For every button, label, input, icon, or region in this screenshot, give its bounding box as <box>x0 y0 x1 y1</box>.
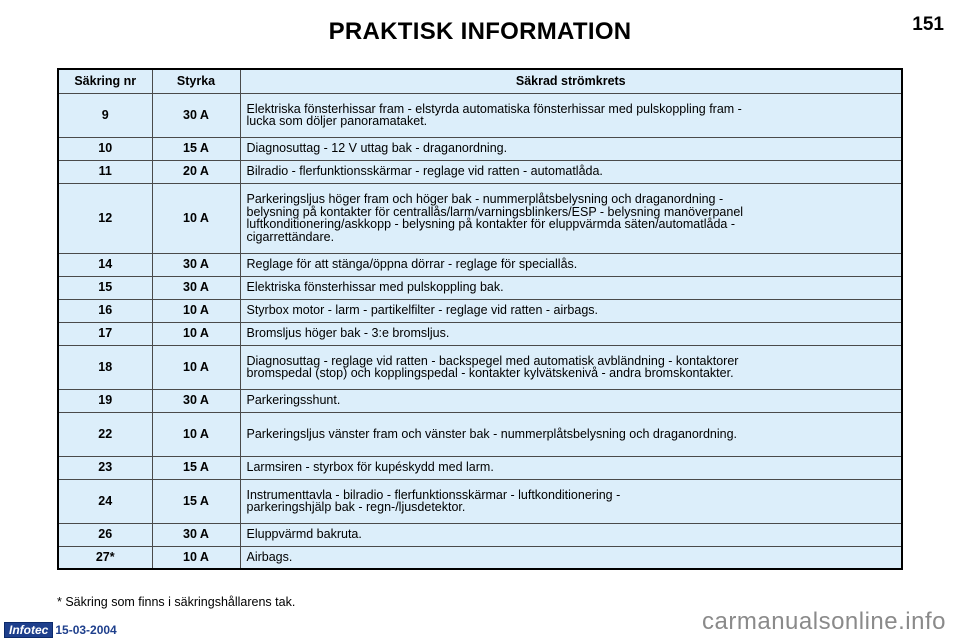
circuit-description-text: Styrbox motor - larm - partikelfilter - reglage vid ratten - airbags. <box>246 303 599 318</box>
page-title: PRAKTISK INFORMATION <box>328 18 632 45</box>
circuit-description-text: Bromsljus höger bak - 3:e bromsljus. <box>246 326 450 341</box>
table-row <box>58 93 902 137</box>
fuse-rating-cell: 10 A <box>152 345 240 389</box>
table-row <box>58 276 902 299</box>
fuse-table <box>57 68 903 570</box>
watermark: carmanualsonline.info <box>702 608 946 635</box>
circuit-description-text: Parkeringsshunt. <box>246 393 341 408</box>
fuse-number-cell: 17 <box>58 322 152 345</box>
table-row <box>58 456 902 479</box>
page-number: 151 <box>912 14 944 35</box>
circuit-description-text: Diagnosuttag - reglage vid ratten - backspegel med automatisk avbländning - kontaktorer bromspedal (stop) och kopplingspedal - kontakter kylvätskenivå - andra bromskontakter. <box>246 353 739 380</box>
circuit-description-text: Larmsiren - styrbox för kupéskydd med larm. <box>246 460 494 475</box>
fuse-number-cell: 27* <box>58 546 152 569</box>
fuse-number-cell: 12 <box>58 183 152 253</box>
circuit-description-text: Elektriska fönsterhissar fram - elstyrda automatiska fönsterhissar med pulskoppling fram - lucka som döljer panoramataket. <box>246 101 742 128</box>
circuit-description-cell <box>240 253 902 276</box>
column-header-rating: Styrka <box>152 69 240 93</box>
fuse-rating-cell: 30 A <box>152 276 240 299</box>
fuse-rating-cell: 30 A <box>152 93 240 137</box>
table-header-row <box>58 69 902 93</box>
fuse-rating-cell: 10 A <box>152 412 240 456</box>
circuit-description-cell <box>240 299 902 322</box>
fuse-number-cell: 24 <box>58 479 152 523</box>
footnote: * Säkring som finns i säkringshållarens tak. <box>57 595 296 609</box>
circuit-description-cell <box>240 276 902 299</box>
circuit-description-cell <box>240 389 902 412</box>
fuse-rating-cell: 15 A <box>152 479 240 523</box>
table-row <box>58 479 902 523</box>
circuit-description-text: Parkeringsljus vänster fram och vänster bak - nummerplåtsbelysning och draganordning. <box>246 426 738 441</box>
fuse-rating-cell: 30 A <box>152 389 240 412</box>
circuit-description-cell <box>240 160 902 183</box>
circuit-description-text: Parkeringsljus höger fram och höger bak - nummerplåtsbelysning och draganordning - belysning på kontakter för centrallås/larm/varningsblinkers/ESP - belysning manöverpanel luftkonditionering/askkopp - belysning på kontakter för eluppvärmda säten/automatlåda - cigarrettändare. <box>246 192 744 244</box>
fuse-number-cell: 9 <box>58 93 152 137</box>
table-row <box>58 546 902 569</box>
circuit-description-cell <box>240 322 902 345</box>
circuit-description-text: Airbags. <box>246 550 293 564</box>
fuse-number-cell: 19 <box>58 389 152 412</box>
infotec-logo: Infotec <box>4 622 53 638</box>
footer-brand <box>4 622 117 638</box>
circuit-description-cell <box>240 93 902 137</box>
circuit-description-cell <box>240 345 902 389</box>
fuse-rating-cell: 10 A <box>152 546 240 569</box>
fuse-number-cell: 22 <box>58 412 152 456</box>
circuit-description-cell <box>240 183 902 253</box>
table-row <box>58 412 902 456</box>
fuse-number-cell: 16 <box>58 299 152 322</box>
column-header-fuse-number: Säkring nr <box>58 69 152 93</box>
circuit-description-text: Eluppvärmd bakruta. <box>246 527 362 542</box>
fuse-rating-cell: 30 A <box>152 523 240 546</box>
fuse-number-cell: 10 <box>58 137 152 160</box>
table-row <box>58 160 902 183</box>
fuse-number-cell: 23 <box>58 456 152 479</box>
table-row <box>58 523 902 546</box>
fuse-number-cell: 26 <box>58 523 152 546</box>
circuit-description-cell <box>240 546 902 569</box>
table-row <box>58 253 902 276</box>
fuse-rating-cell: 10 A <box>152 299 240 322</box>
fuse-number-cell: 18 <box>58 345 152 389</box>
table-row <box>58 345 902 389</box>
table-row <box>58 389 902 412</box>
fuse-rating-cell: 15 A <box>152 137 240 160</box>
fuse-rating-cell: 10 A <box>152 183 240 253</box>
fuse-rating-cell: 15 A <box>152 456 240 479</box>
fuse-rating-cell: 20 A <box>152 160 240 183</box>
print-date: 15-03-2004 <box>55 623 117 637</box>
table-row <box>58 322 902 345</box>
circuit-description-text: Elektriska fönsterhissar med pulskoppling bak. <box>246 280 504 295</box>
circuit-description-text: Instrumenttavla - bilradio - flerfunktionsskärmar - luftkonditionering - parkeringshjälp bak - regn-/ljusdetektor. <box>246 487 621 514</box>
fuse-number-cell: 15 <box>58 276 152 299</box>
table-row <box>58 183 902 253</box>
circuit-description-cell <box>240 479 902 523</box>
circuit-description-cell <box>240 137 902 160</box>
circuit-description-text: Reglage för att stänga/öppna dörrar - reglage för speciallås. <box>246 257 578 272</box>
table-row <box>58 137 902 160</box>
fuse-number-cell: 11 <box>58 160 152 183</box>
fuse-rating-cell: 30 A <box>152 253 240 276</box>
circuit-description-cell <box>240 412 902 456</box>
fuse-rating-cell: 10 A <box>152 322 240 345</box>
circuit-description-cell <box>240 456 902 479</box>
table-row <box>58 299 902 322</box>
column-header-circuit: Säkrad strömkrets <box>240 69 902 93</box>
circuit-description-cell <box>240 523 902 546</box>
circuit-description-text: Bilradio - flerfunktionsskärmar - reglage vid ratten - automatlåda. <box>246 164 603 179</box>
circuit-description-text: Diagnosuttag - 12 V uttag bak - draganordning. <box>246 141 508 156</box>
fuse-number-cell: 14 <box>58 253 152 276</box>
